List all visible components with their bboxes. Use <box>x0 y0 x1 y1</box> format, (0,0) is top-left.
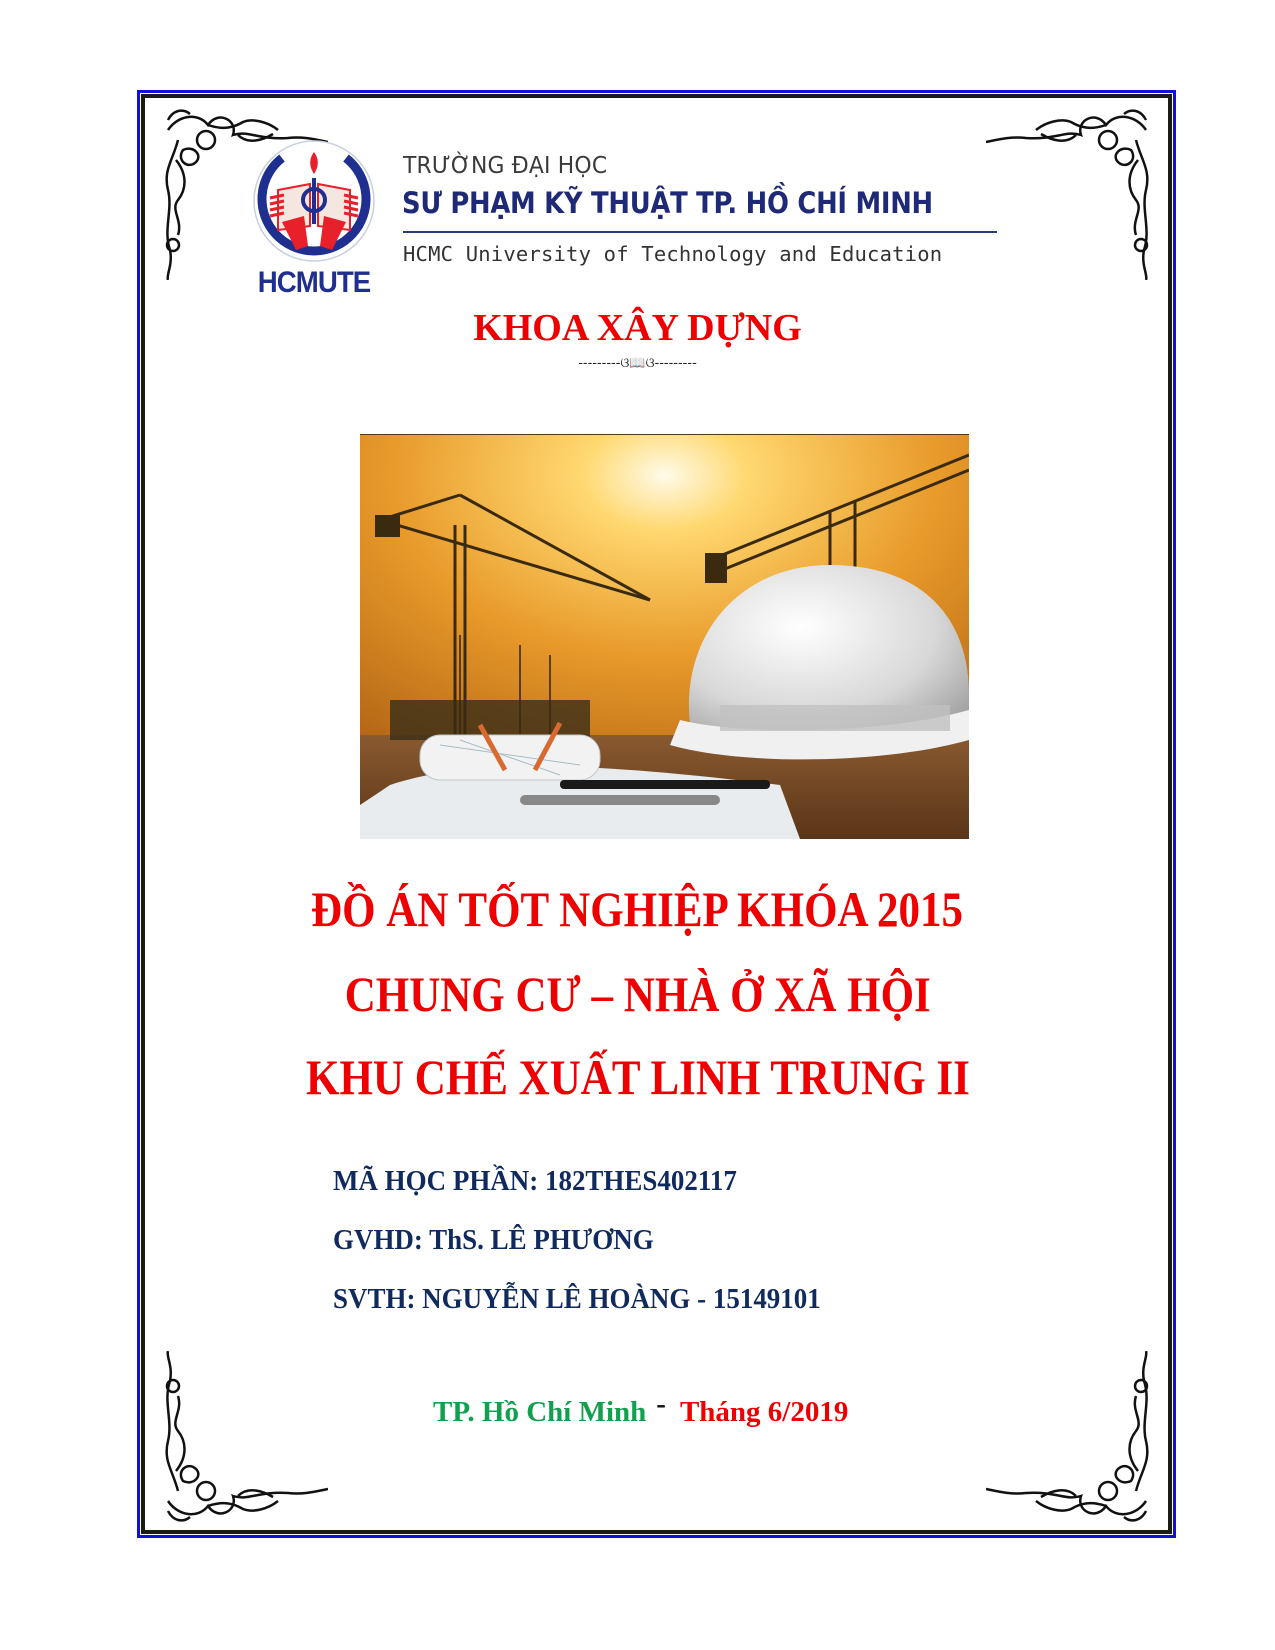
student-text: SVTH: NGUYỄN LÊ HOÀNG - 15149101 <box>333 1283 821 1315</box>
course-code-text: MÃ HỌC PHẦN: 182THES402117 <box>333 1165 737 1197</box>
thesis-title-line-1 <box>0 880 1275 938</box>
university-english-name: HCMC University of Technology and Education <box>403 242 943 266</box>
student <box>333 1283 857 1316</box>
date-label: Tháng 6/2019 <box>679 1396 849 1428</box>
advisor <box>333 1224 678 1257</box>
book-ornament-icon: ---------ଓ📖ଓ--------- <box>578 356 697 371</box>
title-text: CHUNG CƯ – NHÀ Ở XÃ HỘI <box>344 966 931 1022</box>
faculty-name: KHOA XÂY DỰNG <box>473 307 802 349</box>
corner-ornament-icon <box>148 1351 328 1531</box>
header-divider <box>403 231 997 233</box>
title-text: KHU CHẾ XUẤT LINH TRUNG II <box>305 1049 970 1105</box>
separator: - <box>656 1388 666 1420</box>
advisor-text: GVHD: ThS. LÊ PHƯƠNG <box>333 1224 654 1256</box>
thesis-title-line-2 <box>0 965 1275 1023</box>
university-name: SƯ PHẠM KỸ THUẬT TP. HỒ CHÍ MINH <box>402 186 933 220</box>
logo-abbreviation: HCMUTE <box>257 266 371 299</box>
university-line-1: TRƯỜNG ĐẠI HỌC <box>403 153 608 179</box>
cover-photo <box>360 434 969 839</box>
course-code <box>333 1165 767 1198</box>
title-text: ĐỒ ÁN TỐT NGHIỆP KHÓA 2015 <box>311 881 964 937</box>
corner-ornament-icon <box>986 1351 1166 1531</box>
thesis-title-line-3 <box>0 1048 1275 1106</box>
place-and-date <box>433 1388 849 1429</box>
university-logo-icon <box>252 138 376 264</box>
city-label: TP. Hồ Chí Minh <box>433 1396 647 1428</box>
corner-ornament-icon <box>986 100 1166 280</box>
